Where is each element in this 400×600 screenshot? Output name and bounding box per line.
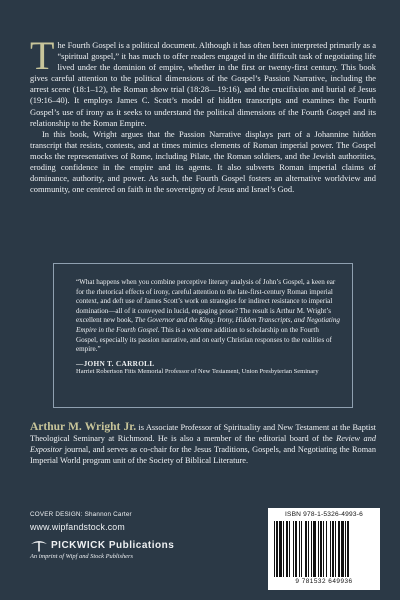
- description-text-1: he Fourth Gospel is a political document. Although it has often been interpreted primarily as a “spiritual gospel,” it has much to offer readers engaged in the difficult task of negotiating life lived under the dominion of empire, whether in the first or twenty-first century. This book gives careful attention to the political dimensions of the Gospel’s Passion Narrative, including the arrest scene (18:1–12), the Roman show trial (18:28—19:16), and the crucifixion and burial of Jesus (19:16–40). It employs James C. Scott’s model of hidden transcripts and examines the Fourth Gospel’s use of irony as it seeks to understand the political dimensions of the Fourth Gospel and its relationship to the Roman Empire.: [30, 40, 376, 128]
- barcode-bars: [274, 521, 374, 577]
- description-paragraph-2: In this book, Wright argues that the Passion Narrative displays part of a Johannine hidden transcript that resists, contests, and at times mimics elements of Roman imperial power. The Gospel mocks the representatives of Rome, including Pilate, the Roman soldiers, and the Jewish authorities, eroding confidence in the empire and its agents. It also subverts Roman imperial claims of dominance, authority, and power. As such, the Fourth Gospel fosters an alternative worldview and community, one centered on faith in the sovereignty of Jesus and Israel’s God.: [30, 128, 376, 195]
- endorsement-quote: [76, 278, 340, 355]
- publisher-name: PICKWICK Publications: [51, 539, 175, 551]
- isbn-label: ISBN 978-1-5326-4993-6: [284, 511, 364, 518]
- author-name: Arthur M. Wright Jr.: [30, 421, 137, 433]
- quoted-book-title: The Governor and the King: Irony, Hidden Transcripts, and Negotiating Empire in the Fourth Gospel: [76, 316, 340, 334]
- drop-cap: T: [30, 33, 55, 78]
- bio-text-2: journal, and serves as co-chair for the Jesus Traditions, Gospels, and Negotiating the Roman Imperial World program unit of the Society of Biblical Literature.: [30, 445, 376, 465]
- quote-part-1: “What happens when you combine perceptive literary analysis of John’s Gospel, a keen ear for the rhetorical effects of irony, careful attention to the late-first-century Roman imperial context, and deft use of James Scott’s work on strategies for indirect resistance to imperial domination—all of it conveyed in lucid, engaging prose? The result is Arthur M. Wright’s excellent new book,: [76, 278, 336, 325]
- book-description: [30, 33, 376, 195]
- cover-design-credit: COVER DESIGN: Shannon Carter: [30, 511, 132, 518]
- imprint-line: An imprint of Wipf and Stock Publishers: [30, 553, 133, 560]
- barcode-digits: 9 781532 649936: [295, 578, 353, 585]
- endorsement-box: [53, 263, 353, 408]
- publisher-credits: [30, 511, 174, 560]
- bio-text-1: is Associate Professor of Spirituality and New Testament at the Baptist Theological Seminary at Richmond. He is also a member of the editorial board of the: [30, 423, 376, 443]
- author-bio: [30, 422, 376, 466]
- pickaxe-icon: [30, 538, 48, 552]
- description-paragraph-1: [30, 33, 376, 129]
- publisher-website[interactable]: www.wipfandstock.com: [30, 522, 125, 532]
- endorser-title: Harriet Robertson Fitts Memorial Professor of New Testament, Union Presbyterian Seminary: [76, 368, 319, 376]
- publisher-logo: [30, 538, 174, 552]
- journal-name: Review and Expositor: [30, 434, 376, 454]
- endorser-name: —JOHN T. CARROLL: [76, 358, 155, 368]
- isbn-barcode: [268, 508, 380, 590]
- quote-part-2: . This is a welcome addition to scholarship on the Fourth Gospel, especially its passion narrative, and on early Christian responses to the realities of empire.”: [76, 325, 332, 354]
